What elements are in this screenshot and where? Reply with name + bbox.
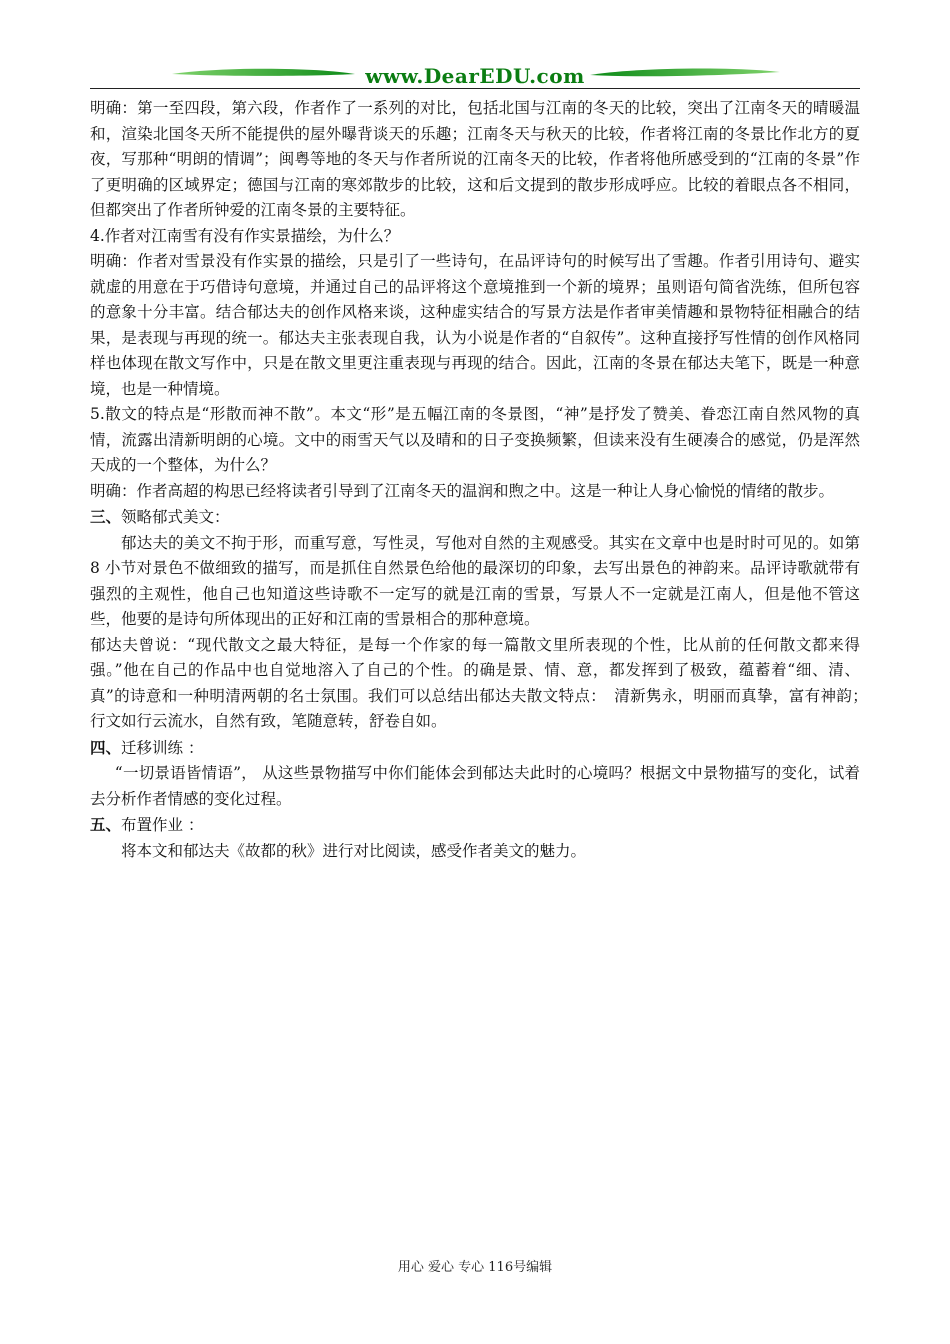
header-divider <box>90 88 860 89</box>
section-title: 迁移训练 ： <box>121 738 204 757</box>
section-title: 布置作业 ： <box>121 816 204 834</box>
paragraph-answer-snow: 明确：作者对雪景没有作实景的描绘，只是引了一些诗句，在品评诗句的时候写出了雪趣。作者引用诗句、避实就虚的用意在于巧借诗句意境，并通过自己的品评将这个意境推到一个新的境界；虽则语句简省洗练，但所包容的意象十分丰富。结合郁达夫的创作风格来谈，这种虚实结合的写景方法是作者审美情趣和景物特征相融合的结果，是表现与再现的统一。郁达夫主张表现自我，认为小说是作者的“自叙传”。这种直接抒写性情的创作风格同样也体现在散文写作中，只是在散文里更注重表现与再现的结合。因此，江南的冬景在郁达夫笔下，既是一种意境，也是一种情境。 <box>90 252 860 398</box>
document-body <box>90 96 881 864</box>
paragraph-homework: 将本文和郁达夫《故都的秋》进行对比阅读，感受作者美文的魅力。 <box>121 841 587 860</box>
section-number: 四、 <box>90 737 122 757</box>
question-4: 4.作者对江南雪有没有作实景描绘，为什么？ <box>90 226 400 245</box>
section-number: 三、 <box>90 507 122 526</box>
question-5: 5.散文的特点是“形散而神不散”。本文“形”是五幅江南的冬景图，“神”是抒发了赞美、眷恋江南自然风物的真情，流露出清新明朗的心境。文中的雨雪天气以及晴和的日子变换频繁，但读来没有生硬凑合的感觉，仍是浑然天成的一个整体，为什么？ <box>90 405 860 474</box>
section-number: 五、 <box>90 815 122 834</box>
paragraph-answer-structure: 明确：作者高超的构思已经将读者引导到了江南冬天的温润和煦之中。这是一种让人身心愉悦的情绪的散步。 <box>90 481 835 500</box>
header-banner <box>90 62 860 90</box>
section-heading-4 <box>90 735 860 762</box>
paragraph-answer-comparison: 明确：第一至四段，第六段，作者作了一系列的对比，包括北国与江南的冬天的比较，突出了江南冬天的晴暖温和，渲染北国冬天所不能提供的屋外曝背谈天的乐趣；江南冬天与秋天的比较，作者将江南的冬景比作北方的夏夜，写那种“明朗的情调”；闽粤等地的冬天与作者所说的江南冬天的比较，作者将他所感受到的“江南的冬景”作了更明确的区域界定；德国与江南的寒郊散步的比较，这和后文提到的散步形成呼应。比较的着眼点各不相同，但都突出了作者所钟爱的江南冬景的主要特征。 <box>90 99 860 219</box>
site-logo: www.DearEDU.com <box>365 64 585 88</box>
section-title: 领略郁式美文： <box>121 508 230 526</box>
paragraph-transfer-training: “一切景语皆情语”， 从这些景物描写中你们能体会到郁达夫此时的心境吗？根据文中景物描写的变化，试着去分析作者情感的变化过程。 <box>90 764 860 808</box>
paragraph-yu-style: 郁达夫的美文不拘于形，而重写意，写性灵，写他对自然的主观感受。其实在文章中也是时时可见的。如第 8 小节对景色不做细致的描写，而是抓住自然景色给他的最深切的印象，去写出景色的神韵来。品评诗歌就带有强烈的主观性，他自己也知道这些诗歌不一定写的就是江南的雪景，写景人不一定就是江南人，但是他不管这些，他要的是诗句所体现出的正好和江南的雪景相合的那种意境。 <box>90 533 860 628</box>
section-heading-3 <box>90 504 860 531</box>
paragraph-yu-quote: 郁达夫曾说：“现代散文之最大特征，是每一个作家的每一篇散文里所表现的个性，比从前的任何散文都来得强。”他在自己的作品中也自觉地溶入了自己的个性。的确是景、情、意，都发挥到了极致，蕴蓄着“细、清、真”的诗意和一种明清两朝的名士氛围。我们可以总结出郁达夫散文特点： 清新隽永，明丽而真挚，富有神韵； 行文如行云流水，自然有致，笔随意转，舒卷自如。 <box>90 635 881 730</box>
section-heading-5 <box>90 812 860 839</box>
page-footer: 用心 爱心 专心 116号编辑 <box>397 1260 553 1275</box>
